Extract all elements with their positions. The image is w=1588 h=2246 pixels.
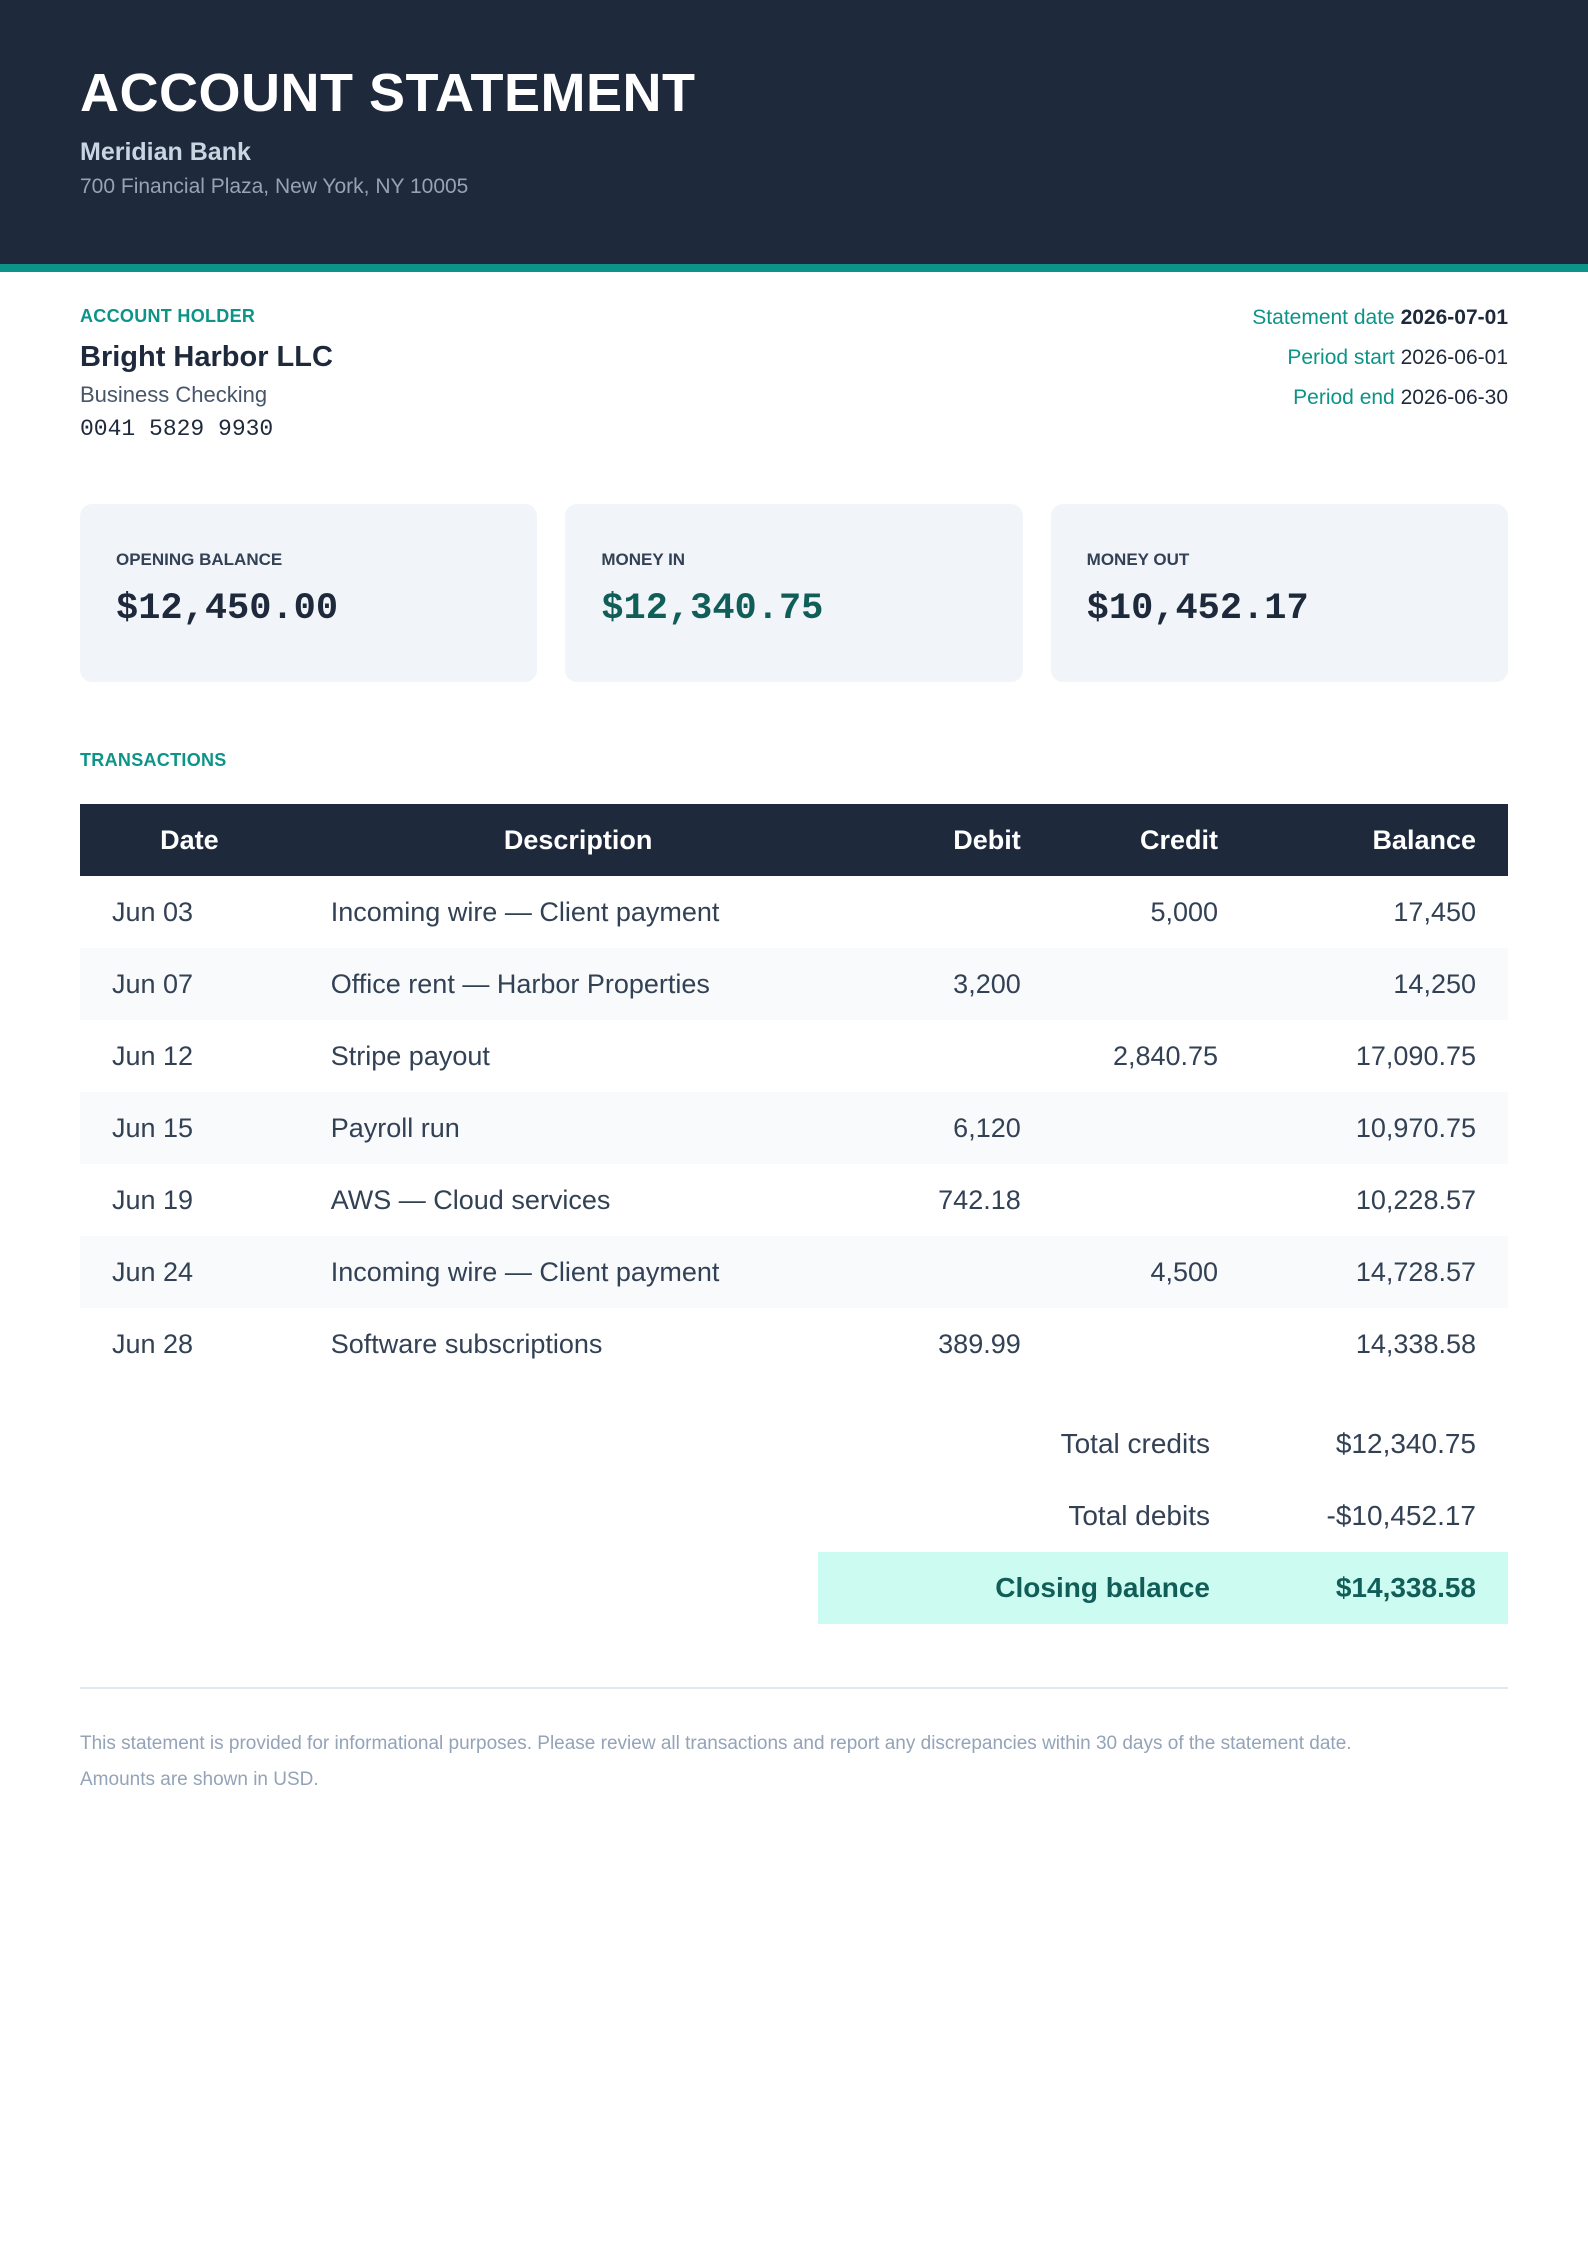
account-holder-block <box>80 306 333 442</box>
closing-balance-label: Closing balance <box>818 1552 1242 1624</box>
transaction-description: Payroll run <box>299 1092 858 1164</box>
column-header-credit: Credit <box>1053 804 1250 876</box>
statement-date-value: 2026-07-01 <box>1400 306 1508 329</box>
statement-date-row <box>1252 304 1508 344</box>
column-header-description: Description <box>299 804 858 876</box>
transaction-balance: 14,250 <box>1250 948 1508 1020</box>
footer-disclaimer-line: This statement is provided for informational purposes. Please review all transactions and report any discrepancies within 30 days of the statement date. <box>80 1733 1352 1754</box>
account-number: 0041 5829 9930 <box>80 416 274 442</box>
page-title: ACCOUNT STATEMENT <box>80 63 696 123</box>
transaction-date: Jun 15 <box>80 1092 299 1164</box>
transaction-debit: 3,200 <box>857 948 1052 1020</box>
transaction-description: Stripe payout <box>330 1040 490 1071</box>
period-start-value: 2026-06-01 <box>1400 346 1508 369</box>
opening-balance-label: OPENING BALANCE <box>116 550 283 569</box>
transaction-debit: 6,120 <box>857 1092 1052 1164</box>
transaction-credit <box>1053 1164 1250 1236</box>
money-out-label: MONEY OUT <box>1086 550 1190 569</box>
period-start-row <box>1252 344 1508 384</box>
header-accent-bar <box>0 264 1588 272</box>
transaction-credit <box>1053 1092 1250 1164</box>
transaction-debit <box>857 1236 1052 1308</box>
total-debits-row <box>818 1480 1508 1552</box>
period-start-label: Period start <box>1287 346 1395 369</box>
transaction-date: Jun 07 <box>80 948 299 1020</box>
closing-balance-value: $14,338.58 <box>1242 1552 1508 1624</box>
total-credits-row <box>818 1408 1508 1480</box>
account-type: Business Checking <box>80 382 268 407</box>
table-header-row <box>80 804 1508 876</box>
transaction-debit: 389.99 <box>938 1328 1021 1359</box>
money-in-value: $12,340.75 <box>601 588 824 630</box>
bank-address: 700 Financial Plaza, New York, NY 10005 <box>80 175 469 198</box>
table-row <box>80 1020 1508 1092</box>
transaction-description: Software subscriptions <box>330 1328 603 1359</box>
table-row <box>80 1092 1508 1164</box>
money-out-card <box>1051 504 1508 682</box>
transactions-table <box>80 804 1508 1380</box>
period-end-value: 2026-06-30 <box>1400 386 1508 409</box>
transaction-balance: 17,450 <box>1393 896 1476 927</box>
column-header-balance: Balance <box>1250 804 1508 876</box>
column-header-debit: Debit <box>857 804 1052 876</box>
transaction-balance: 17,090.75 <box>1355 1040 1476 1071</box>
statement-date-label: Statement date <box>1252 306 1395 329</box>
column-header-date: Date <box>80 804 299 876</box>
money-out-value: $10,452.17 <box>1086 588 1309 630</box>
table-row <box>80 1308 1508 1380</box>
transaction-credit: 5,000 <box>1150 896 1219 927</box>
transaction-debit <box>857 876 1052 948</box>
transaction-credit <box>1053 948 1250 1020</box>
table-row <box>80 1236 1508 1308</box>
transaction-balance: 10,970.75 <box>1250 1092 1508 1164</box>
transaction-date: Jun 24 <box>80 1236 299 1308</box>
money-in-label: MONEY IN <box>601 550 686 569</box>
opening-balance-value: $12,450.00 <box>116 588 339 630</box>
transaction-description: Incoming wire — Client payment <box>330 896 720 927</box>
transaction-credit <box>1053 1308 1250 1380</box>
bank-name: Meridian Bank <box>80 138 251 166</box>
period-end-label: Period end <box>1293 386 1395 409</box>
transaction-description: Office rent — Harbor Properties <box>299 948 858 1020</box>
transaction-date: Jun 03 <box>112 896 194 927</box>
total-debits-label: Total debits <box>1068 1500 1210 1531</box>
transaction-date: Jun 28 <box>112 1328 194 1359</box>
transaction-balance: 10,228.57 <box>1355 1184 1476 1215</box>
total-debits-value: -$10,452.17 <box>1326 1500 1476 1531</box>
transaction-debit: 742.18 <box>938 1184 1021 1215</box>
transaction-date: Jun 12 <box>112 1040 194 1071</box>
statement-meta <box>1252 304 1508 424</box>
transaction-description: AWS — Cloud services <box>330 1184 611 1215</box>
summary-cards <box>80 504 1508 682</box>
totals-table <box>818 1408 1508 1624</box>
footer-disclaimer <box>80 1726 1508 1798</box>
transaction-balance: 14,338.58 <box>1355 1328 1476 1359</box>
total-credits-value: $12,340.75 <box>1335 1428 1476 1459</box>
footer-divider <box>80 1687 1508 1689</box>
transaction-credit: 4,500 <box>1053 1236 1250 1308</box>
transaction-debit <box>857 1020 1052 1092</box>
period-end-row <box>1252 384 1508 424</box>
transactions-label: TRANSACTIONS <box>80 750 227 770</box>
table-row <box>80 1164 1508 1236</box>
account-holder-label: ACCOUNT HOLDER <box>80 306 256 326</box>
table-row <box>80 948 1508 1020</box>
transaction-date: Jun 19 <box>112 1184 194 1215</box>
money-in-card <box>565 504 1022 682</box>
account-holder-name: Bright Harbor LLC <box>80 341 333 373</box>
footer-currency-note: Amounts are shown in USD. <box>80 1769 319 1790</box>
statement-header <box>0 0 1588 264</box>
transaction-balance: 14,728.57 <box>1250 1236 1508 1308</box>
transaction-credit: 2,840.75 <box>1112 1040 1219 1071</box>
closing-balance-row <box>818 1552 1508 1624</box>
table-row <box>80 876 1508 948</box>
transaction-description: Incoming wire — Client payment <box>299 1236 858 1308</box>
total-credits-label: Total credits <box>1060 1428 1210 1459</box>
opening-balance-card <box>80 504 537 682</box>
